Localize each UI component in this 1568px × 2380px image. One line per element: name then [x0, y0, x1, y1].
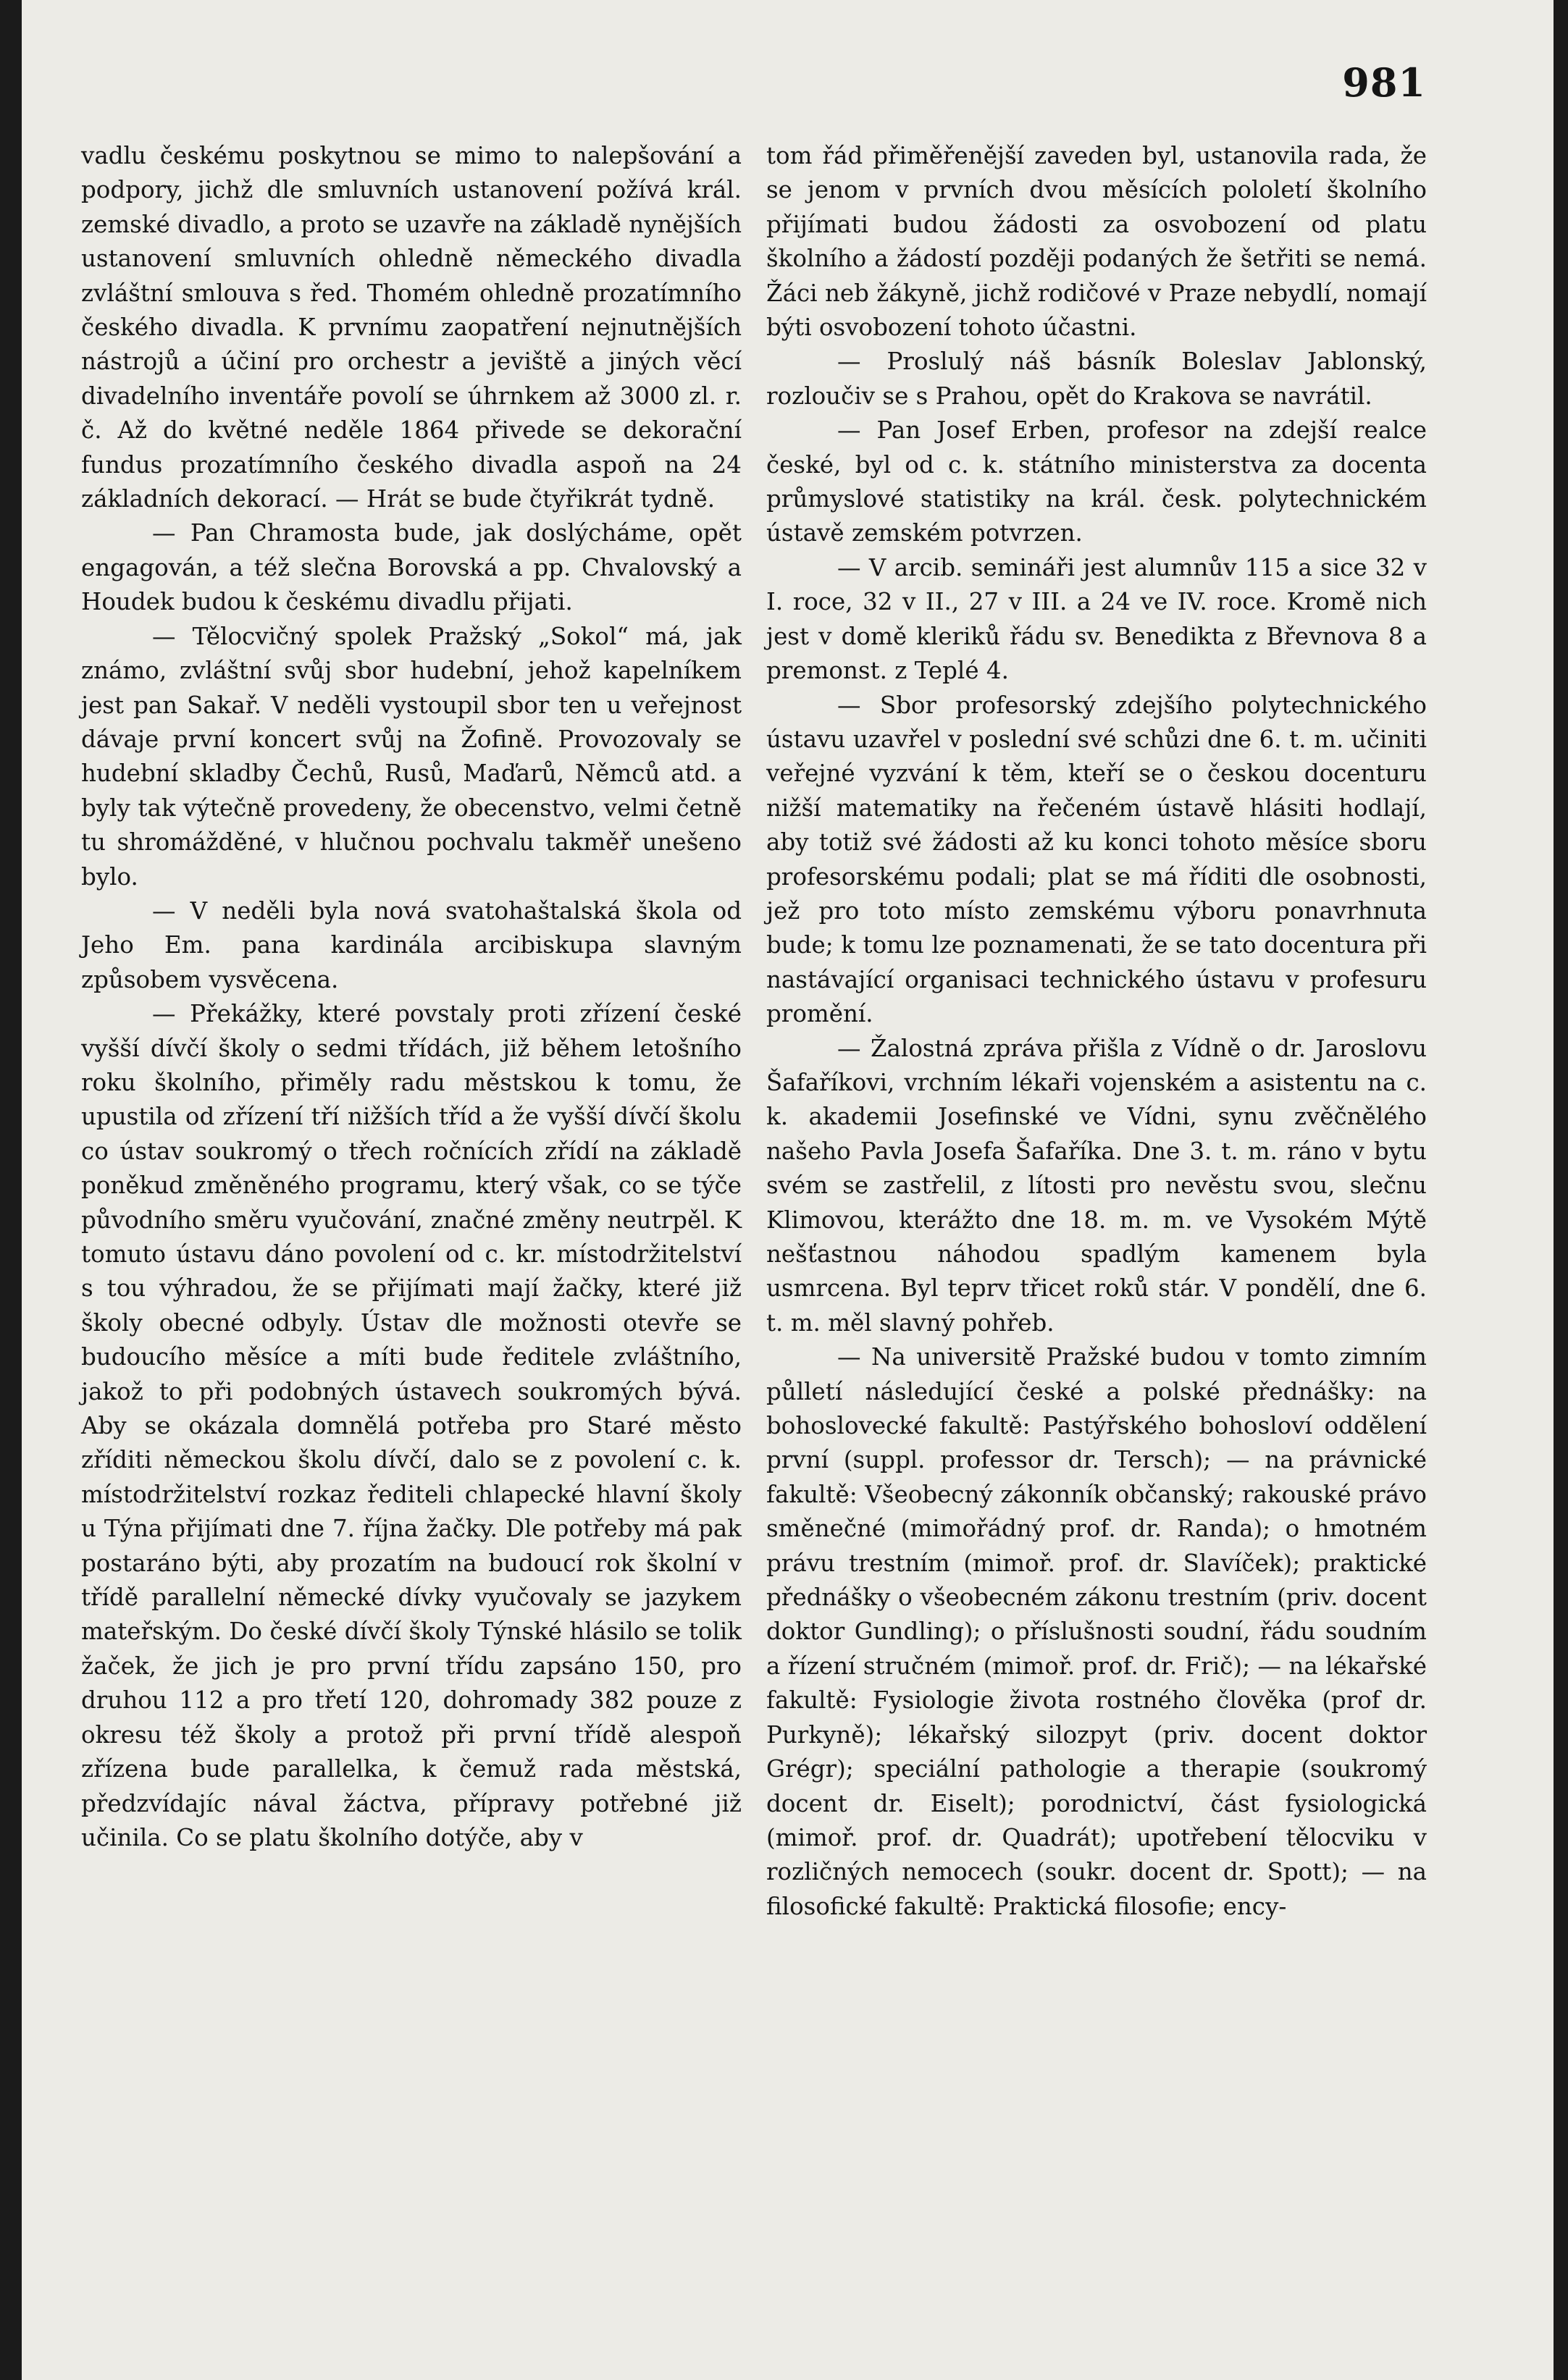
- article-paragraph: — Na universitě Pražské budou v tomto zimním půlletí následující české a polské přednášky: na bohoslovecké fakultě: Pastýřského bohosloví oddělení první (suppl. professor dr. Tersch); — na právnické fakultě: Všeobecný zákonník občanský; rakouské právo směnečné (mimořádný prof. dr. Randa); o hmotném právu trestním (mimoř. prof. dr. Slavíček); praktické přednášky o všeobecném zákonu trestním (priv. docent doktor Gundling); o příslušnosti soudní, řádu soudním a řízení stručném (mimoř. prof. dr. Frič); — na lékařské fakultě: Fysiologie života rostného člověka (prof dr. Purkyně); lékařský silozpyt (priv. docent doktor Grégr); speciální pathologie a therapie (soukromý docent dr. Eiselt); porodnictví, část fysiologická (mimoř. prof. dr. Quadrát); upotřebení tělocviku v rozličných nemocech (soukr. docent dr. Spott); — na filosofické fakultě: Praktická filosofie; ency-: [766, 1343, 1427, 1920]
- right-column: [766, 139, 1427, 1924]
- article-paragraph: vadlu českému poskytnou se mimo to nalepšování a podpory, jichž dle smluvních ustanovení požívá král. zemské divadlo, a proto se uzavře na základě nynějších ustanovení smluvních ohledně německého divadla zvláštní smlouva s řed. Thomém ohledně prozatímního českého divadla. K prvnímu zaopatření nejnutnějších nástrojů a účiní pro orchestr a jeviště a jiných věcí divadelního inventáře povolí se úhrnkem až 3000 zl. r. č. Až do květné neděle 1864 přivede se dekorační fundus prozatímního českého divadla aspoň na 24 základních dekorací. — Hrát se bude čtyřikrát tydně.: [81, 142, 742, 513]
- article-paragraph: — V arcib. semináři jest alumnův 115 a sice 32 v I. roce, 32 v II., 27 v III. a 24 ve IV. roce. Kromě nich jest v domě kleriků řádu sv. Benedikta z Břevnova 8 a premonst. z Teplé 4.: [766, 553, 1427, 685]
- article-paragraph: — V neděli byla nová svatohaštalská škola od Jeho Em. pana kardinála arcibiskupa slavným způsobem vysvěcena.: [81, 896, 742, 993]
- page-number: 981: [1342, 59, 1426, 106]
- article-paragraph: — Překážky, které povstaly proti zřízení české vyšší dívčí školy o sedmi třídách, již během letošního roku školního, přiměly radu městskou k tomu, že upustila od zřízení tří nižších tříd a že vyšší dívčí školu co ústav soukromý o třech ročnících zřídí na základě poněkud změněného programu, který však, co se týče původního směru vyučování, značné změny neutrpěl. K tomuto ústavu dáno povolení od c. kr. místodržitelství s tou výhradou, že se přijímati mají žačky, které již školy obecné odbyly. Ústav dle možnosti otevře se budoucího měsíce a míti bude ředitele zvláštního, jakož to při podobných ústavech soukromých bývá. Aby se okázala domnělá potřeba pro Staré město zříditi německou školu dívčí, dalo se z povolení c. k. místodržitelství rozkaz řediteli chlapecké hlavní školy u Týna přijímati dne 7. října žačky. Dle potřeby má pak postaráno býti, aby prozatím na budoucí rok školní v třídě parallelní německé dívky vyučovaly se jazykem mateřským. Do české dívčí školy Týnské hlásilo se tolik žaček, že jich je pro první třídu zapsáno 150, pro druhou 112 a pro třetí 120, dohromady 382 pouze z okresu též školy a protož při první třídě alespoň zřízena bude parallelka, k čemuž rada městská, předzvídajíc nával žáctva, přípravy potřebné již učinila. Co se platu školního dotýče, aby v: [81, 1000, 742, 1851]
- article-paragraph: — Proslulý náš básník Boleslav Jablonský, rozloučiv se s Prahou, opět do Krakova se navrátil.: [766, 348, 1427, 410]
- article-paragraph: tom řád přiměřenější zaveden byl, ustanovila rada, že se jenom v prvních dvou měsících pololetí školního přijímati budou žádosti za osvobození od platu školního a žádostí později podaných že šetřiti se nemá. Žáci neb žákyně, jichž rodičové v Praze nebydlí, nomají býti osvobození tohoto účastni.: [766, 142, 1427, 342]
- article-paragraph: — Tělocvičný spolek Pražský „Sokol“ má, jak známo, zvláštní svůj sbor hudební, jehož kapelníkem jest pan Sakař. V neděli vystoupil sbor ten u veřejnost dávaje první koncert svůj na Žofině. Provozovaly se hudební skladby Čechů, Rusů, Maďarů, Němců atd. a byly tak výtečně provedeny, že obecenstvo, velmi četně tu shromážděné, v hlučnou pochvalu takměř unešeno bylo.: [81, 622, 742, 891]
- article-paragraph: — Pan Josef Erben, profesor na zdejší realce české, byl od c. k. státního ministerstva za docenta průmyslové statistiky na král. česk. polytechnickém ústavě zemském potvrzen.: [766, 416, 1427, 547]
- article-paragraph: — Sbor profesorský zdejšího polytechnického ústavu uzavřel v poslední své schůzi dne 6. t. m. učiniti veřejné vyzvání k těm, kteří se o českou docenturu nižší matematiky na řečeném ústavě hlásiti hodlají, aby totiž své žádosti až ku konci tohoto měsíce sboru profesorskému podali; plat se má říditi dle osobnosti, jež pro toto místo zemskému výboru ponavrhnuta bude; k tomu lze poznamenati, že se tato docentura při nastávající organisaci technického ústavu v profesuru promění.: [766, 691, 1427, 1028]
- article-paragraph: — Žalostná zpráva přišla z Vídně o dr. Jaroslovu Šafaříkovi, vrchním lékaři vojenském a asistentu na c. k. akademii Josefinské ve Vídni, synu zvěčnělého našeho Pavla Josefa Šafaříka. Dne 3. t. m. ráno v bytu svém se zastřelil, z lítosti pro nevěstu svou, slečnu Klimovou, kterážto dne 18. m. m. ve Vysokém Mýtě nešťastnou náhodou spadlým kamenem byla usmrcena. Byl teprv třicet roků stár. V pondělí, dne 6. t. m. měl slavný pohřeb.: [766, 1034, 1427, 1337]
- left-column: [81, 139, 742, 1855]
- article-paragraph: — Pan Chramosta bude, jak doslýcháme, opět engagován, a též slečna Borovská a pp. Chvalovský a Houdek budou k českému divadlu přijati.: [81, 519, 742, 616]
- newspaper-page: [22, 0, 1554, 2380]
